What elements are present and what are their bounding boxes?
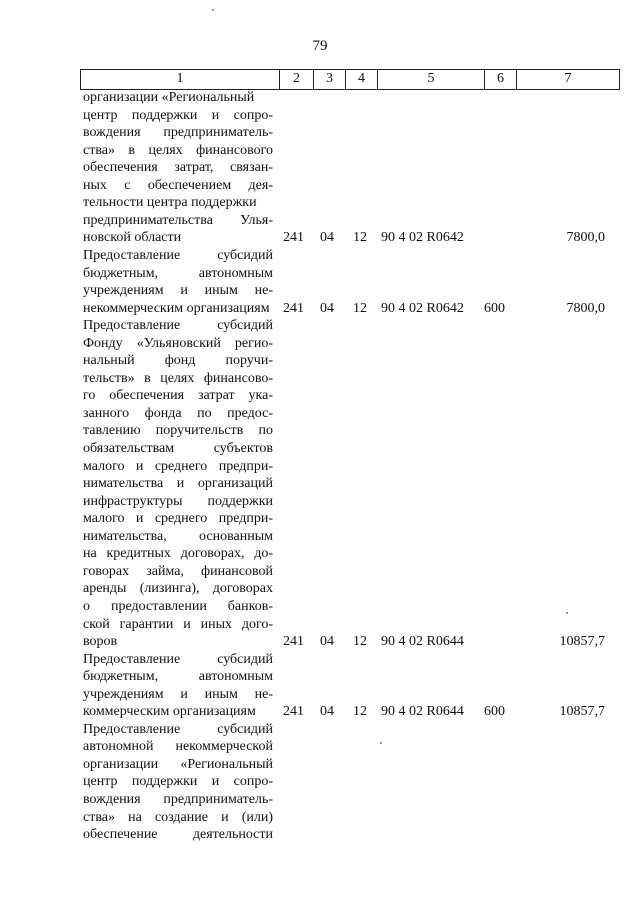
description-line: предпринимательства Улья-	[83, 212, 273, 228]
description-line: нимательства, основанным	[83, 528, 273, 544]
target-article-cell: 90 4 02 R0642	[381, 230, 464, 246]
column-header-5: 5	[377, 70, 484, 89]
description-line: бюджетным, автономным	[83, 265, 273, 281]
description-line: организации «Региональный	[83, 90, 255, 105]
description-line: некоммерческим организациям	[83, 300, 270, 316]
admin-code-cell: 241	[283, 704, 304, 720]
subsection-cell: 12	[353, 300, 367, 316]
amount-cell: 7800,0	[566, 230, 605, 246]
target-article-cell: 90 4 02 R0644	[381, 634, 464, 650]
target-article-cell: 90 4 02 R0642	[381, 300, 464, 316]
column-header-7: 7	[516, 70, 620, 89]
description-line: о предоставлении банков-	[83, 598, 273, 614]
description-line: Предоставление субсидий	[83, 247, 273, 263]
page-number: 79	[312, 38, 328, 54]
expense-type-cell: 600	[484, 704, 505, 720]
description-line: го обеспечения затрат ука-	[83, 388, 273, 404]
column-header-1: 1	[80, 70, 279, 89]
expense-type-cell	[484, 632, 514, 652]
scan-speck	[566, 612, 568, 614]
description-line: говорах займа, финансовой	[83, 563, 273, 579]
description-line: малого и среднего предпри-	[83, 458, 273, 474]
description-line: Предоставление субсидий	[83, 721, 273, 737]
description-line: центр поддержки и сопро-	[83, 774, 273, 790]
expense-type-cell	[484, 228, 514, 248]
target-article-cell: 90 4 02 R0644	[381, 704, 464, 720]
description-line: обязательствам субъектов	[83, 441, 273, 456]
amount-cell: 10857,7	[559, 704, 605, 720]
description-line: на кредитных договорах, до-	[83, 546, 273, 562]
description-line: центр поддержки и сопро-	[83, 107, 273, 123]
section-cell: 04	[320, 300, 334, 316]
description-line: аренды (лизинга), договорах	[83, 581, 273, 597]
description-line: Предоставление субсидий	[83, 651, 273, 667]
description-line: нимательства и организаций	[83, 476, 273, 492]
description-line: вождения предприниматель-	[83, 125, 273, 141]
description-line: бюджетным, автономным	[83, 669, 273, 685]
subsection-cell: 12	[353, 704, 367, 720]
description-line: обеспечение деятельности	[83, 827, 273, 843]
subsection-cell: 12	[353, 634, 367, 650]
column-header-4: 4	[345, 70, 377, 89]
amount-cell: 7800,0	[566, 300, 605, 316]
description-line: учреждениям и иным не-	[83, 686, 273, 702]
description-line: ных с обеспечением дея-	[83, 177, 273, 193]
description-line: тельств» в целях финансово-	[83, 370, 273, 386]
section-cell: 04	[320, 634, 334, 650]
column-header-3: 3	[313, 70, 345, 89]
description-line: малого и среднего предпри-	[83, 511, 273, 527]
description-line: тавлению поручительств по	[83, 423, 273, 439]
description-line: воров	[83, 634, 118, 650]
description-line: Предоставление субсидий	[83, 318, 273, 334]
description-line: организации «Региональный	[83, 756, 273, 772]
description-line: новской области	[83, 230, 182, 246]
description-line: ства» в целях финансового	[83, 142, 273, 158]
table-header-row	[80, 69, 620, 90]
section-cell: 04	[320, 230, 334, 246]
admin-code-cell: 241	[283, 634, 304, 650]
scan-speck	[212, 9, 214, 11]
description-line: инфраструктуры поддержки	[83, 493, 273, 509]
description-line: коммерческим организациям	[83, 704, 256, 720]
description-line: учреждениям и иным не-	[83, 283, 273, 299]
column-header-6: 6	[484, 70, 516, 89]
description-line: нальный фонд поручи-	[83, 353, 273, 369]
description-line: обеспечения затрат, связан-	[83, 160, 273, 176]
description-line: Фонду «Ульяновский регио-	[83, 335, 273, 351]
description-line: занного фонда по предос-	[83, 405, 273, 421]
description-line: ства» на создание и (или)	[83, 809, 273, 825]
scan-speck	[380, 742, 382, 744]
admin-code-cell: 241	[283, 300, 304, 316]
section-cell: 04	[320, 704, 334, 720]
amount-cell: 10857,7	[559, 634, 605, 650]
admin-code-cell: 241	[283, 230, 304, 246]
column-header-2: 2	[279, 70, 313, 89]
description-line: вождения предприниматель-	[83, 792, 273, 807]
description-line: тельности центра поддержки	[83, 195, 257, 211]
subsection-cell: 12	[353, 230, 367, 246]
description-line: автономной некоммерческой	[83, 739, 273, 755]
description-line: ской гарантии и иных дого-	[83, 616, 273, 632]
expense-type-cell: 600	[484, 300, 505, 316]
